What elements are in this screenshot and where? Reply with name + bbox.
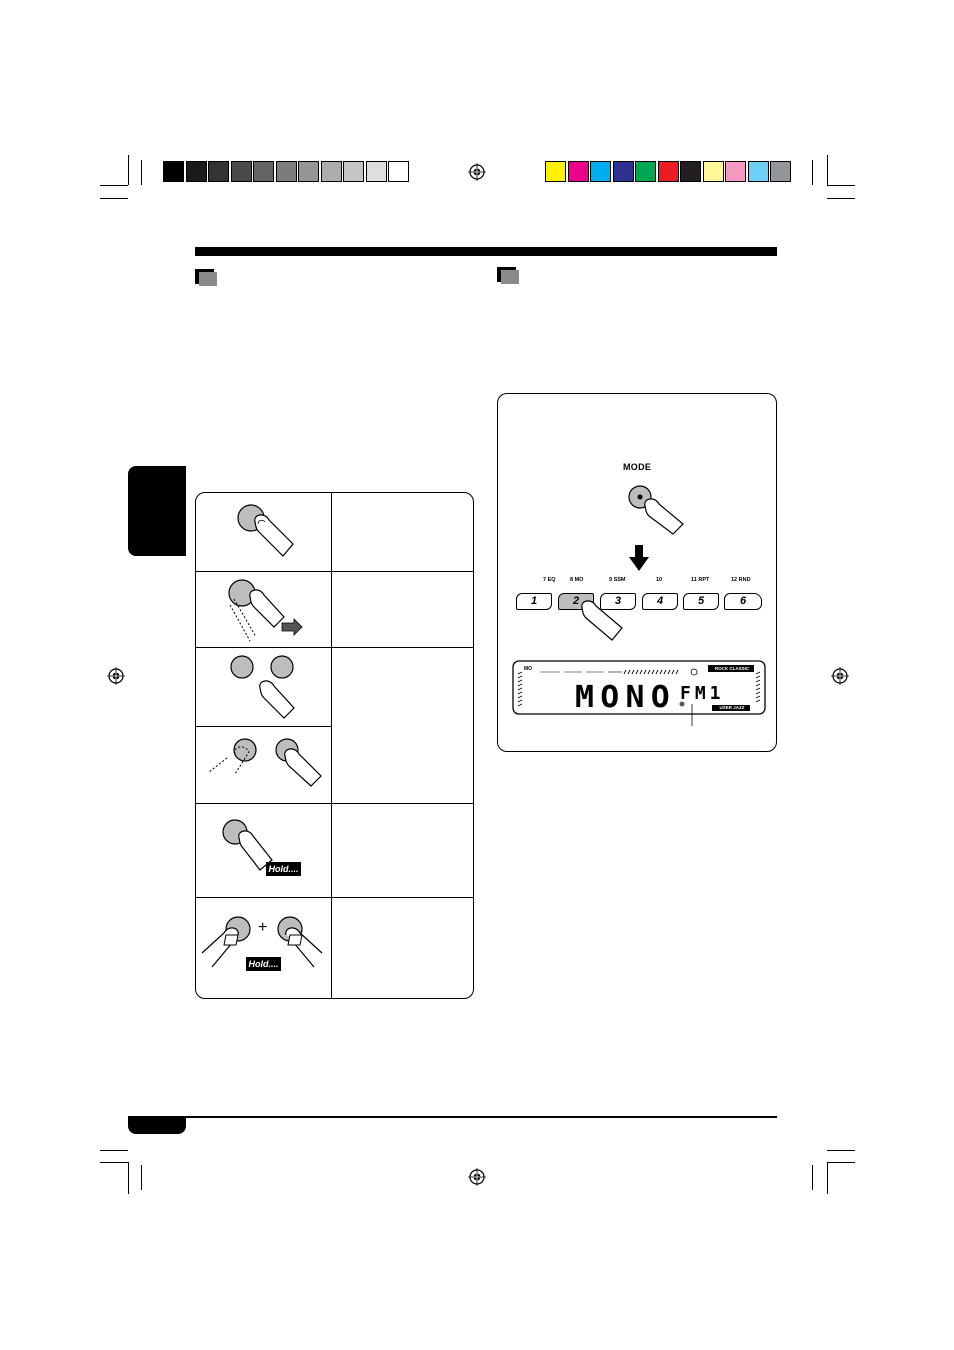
crop-mark <box>100 185 128 186</box>
color-swatch <box>725 161 746 182</box>
crop-mark <box>827 155 828 185</box>
table-divider <box>331 493 332 998</box>
color-swatch <box>545 161 566 182</box>
color-swatch <box>748 161 769 182</box>
plus-sign: + <box>258 919 268 936</box>
color-swatch <box>590 161 611 182</box>
crop-mark <box>100 198 128 199</box>
grayscale-swatch <box>366 161 387 182</box>
preset-button-4[interactable]: 4 <box>642 593 678 610</box>
table-row-divider <box>196 726 331 727</box>
finger-press-icon <box>578 600 633 648</box>
registration-mark-icon <box>831 667 849 685</box>
mode-button-press-icon <box>625 484 695 544</box>
table-row-divider <box>196 571 473 572</box>
color-swatch <box>770 161 791 182</box>
crop-mark <box>827 1162 855 1163</box>
table-row-divider <box>196 897 473 898</box>
grayscale-swatch <box>208 161 229 182</box>
crop-mark <box>827 1150 855 1151</box>
grayscale-swatch <box>253 161 274 182</box>
table-row-divider <box>196 803 473 804</box>
hold-label: Hold.... <box>246 957 281 971</box>
crop-mark <box>827 1162 828 1194</box>
lcd-user-jazz-indicator: USER JAZZ <box>719 705 745 710</box>
preset-button-6[interactable]: 6 <box>724 593 762 610</box>
footer-rule <box>128 1116 777 1118</box>
indicator-callout-line <box>680 700 700 730</box>
registration-mark-icon <box>107 667 125 685</box>
grayscale-swatch <box>298 161 319 182</box>
preset-button-1[interactable]: 1 <box>516 593 552 610</box>
registration-mark-icon <box>468 1168 486 1186</box>
lcd-band-text: FM1 <box>680 683 725 704</box>
crop-mark <box>100 1150 128 1151</box>
crop-mark <box>128 1162 129 1194</box>
section-marker-icon <box>497 267 519 284</box>
preset-function-label: 11 RPT <box>691 577 710 583</box>
grayscale-swatch <box>276 161 297 182</box>
preset-button-5[interactable]: 5 <box>683 593 719 610</box>
press-button-icon <box>225 500 305 570</box>
lcd-rock-classic-indicator: ROCK CLASSIC <box>714 666 750 671</box>
mode-button-label: MODE <box>623 462 652 472</box>
preset-function-label: 10 <box>656 577 663 583</box>
grayscale-swatch <box>163 161 184 182</box>
lcd-main-text: MONO <box>575 680 677 715</box>
crop-mark <box>141 1165 142 1190</box>
preset-button-3[interactable]: 3 <box>600 593 636 610</box>
preset-function-label: 9 SSM <box>609 577 626 583</box>
move-between-buttons-icon <box>205 732 325 802</box>
grayscale-swatch <box>186 161 207 182</box>
preset-function-label: 8 MO <box>570 577 584 583</box>
section-marker-icon <box>195 269 217 286</box>
preset-button-2[interactable]: 2 <box>558 593 594 610</box>
language-side-tab <box>128 466 186 556</box>
lcd-mo-indicator: MO <box>524 666 533 672</box>
color-swatch <box>613 161 634 182</box>
crop-mark <box>812 160 813 185</box>
preset-function-label: 12 RND <box>731 577 751 583</box>
registration-mark-icon <box>468 163 486 181</box>
crop-mark <box>100 1162 128 1163</box>
header-rule <box>195 247 777 256</box>
color-swatch <box>635 161 656 182</box>
down-arrow-icon <box>629 545 649 571</box>
color-swatch <box>703 161 724 182</box>
grayscale-swatch <box>231 161 252 182</box>
crop-mark <box>812 1165 813 1190</box>
slide-button-icon <box>220 575 310 650</box>
crop-mark <box>128 155 129 185</box>
two-buttons-icon <box>222 652 307 722</box>
grayscale-swatch <box>321 161 342 182</box>
crop-mark <box>141 160 142 185</box>
grayscale-swatch <box>343 161 364 182</box>
grayscale-swatch <box>388 161 409 182</box>
crop-mark <box>827 185 855 186</box>
color-swatch <box>568 161 589 182</box>
preset-function-label: 7 EQ <box>543 577 556 583</box>
color-swatch <box>658 161 679 182</box>
color-swatch <box>680 161 701 182</box>
hold-label: Hold.... <box>266 862 301 876</box>
page-number-tab <box>128 1118 186 1134</box>
crop-mark <box>827 198 855 199</box>
